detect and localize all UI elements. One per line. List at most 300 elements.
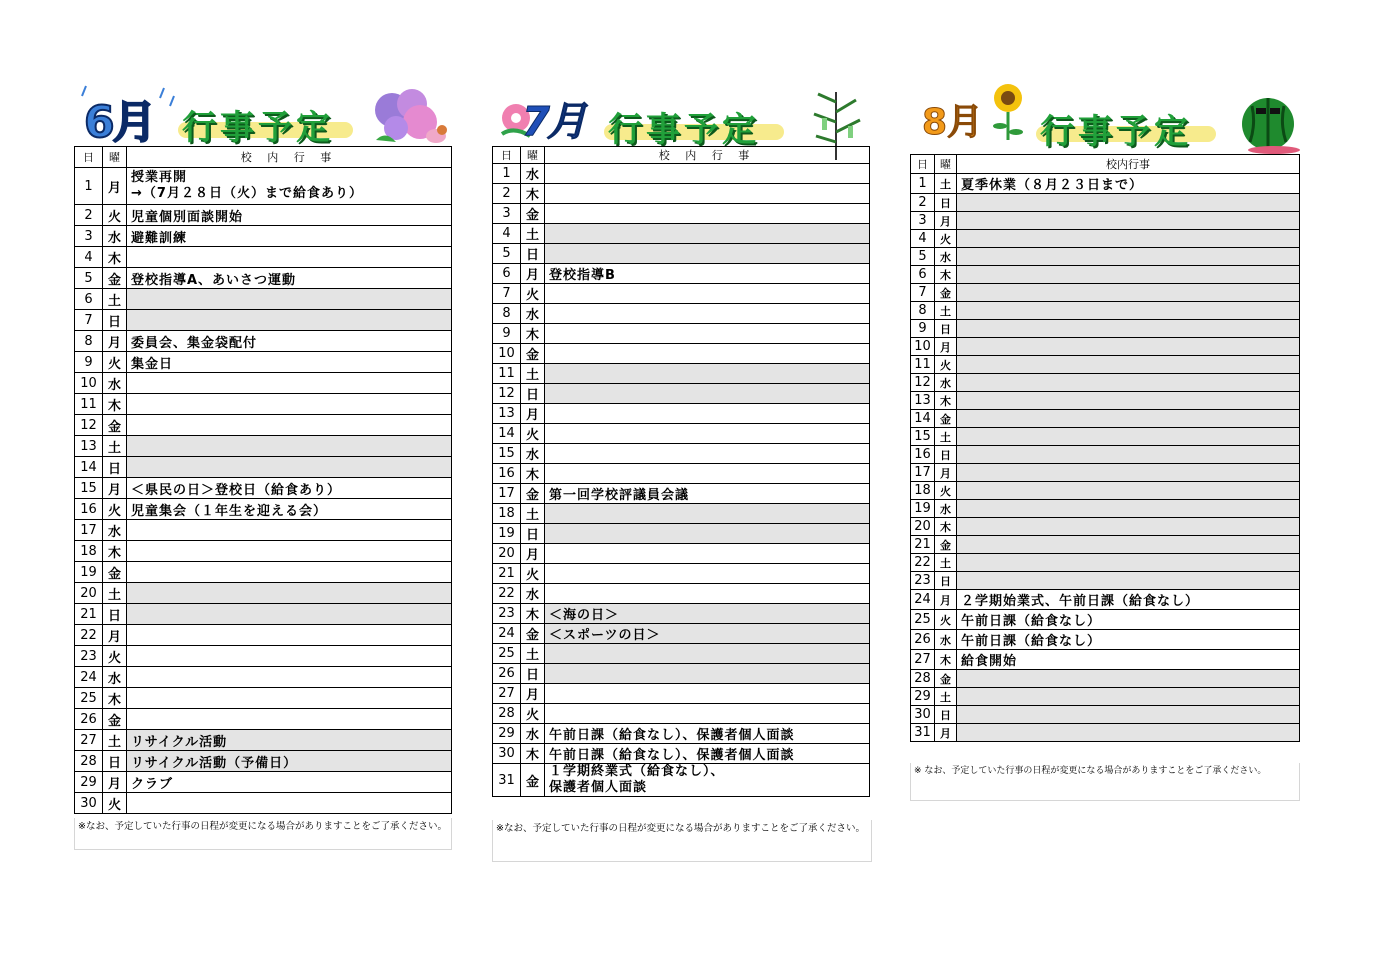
weekday-cell: 水 — [521, 304, 545, 324]
weekday-cell: 金 — [935, 410, 957, 428]
weekday-cell: 土 — [935, 428, 957, 446]
event-cell — [545, 224, 870, 244]
table-row — [493, 664, 870, 684]
day-cell: 8 — [493, 304, 521, 324]
day-cell: 7 — [493, 284, 521, 304]
event-cell — [545, 184, 870, 204]
day-cell: 9 — [911, 320, 935, 338]
event-line: 授業再開 — [131, 170, 188, 185]
table-row — [911, 410, 1300, 428]
weekday-cell: 日 — [935, 320, 957, 338]
event-cell — [127, 562, 452, 583]
day-cell: 11 — [493, 364, 521, 384]
event-cell: 児童集会（１年生を迎える会） — [127, 499, 452, 520]
day-cell: 21 — [911, 536, 935, 554]
table-row — [493, 284, 870, 304]
weekday-cell: 土 — [103, 583, 127, 604]
weekday-cell: 日 — [103, 751, 127, 772]
event-cell: 午前日課（給食なし）、保護者個人面談 — [545, 724, 870, 744]
weekday-cell: 日 — [935, 194, 957, 212]
day-cell: 30 — [911, 706, 935, 724]
event-cell — [127, 436, 452, 457]
weekday-cell: 金 — [935, 536, 957, 554]
day-cell: 26 — [75, 709, 103, 730]
weekday-cell: 水 — [103, 373, 127, 394]
weekday-cell: 月 — [103, 168, 127, 205]
event-cell — [545, 704, 870, 724]
event-cell: ２学期始業式、午前日課（給食なし） — [957, 590, 1300, 610]
july-header-row — [493, 147, 870, 164]
august-note: ※ なお、予定していた行事の日程が変更になる場合がありますことをご了承ください。 — [910, 763, 1300, 801]
day-cell: 30 — [493, 744, 521, 764]
table-row — [75, 793, 452, 814]
table-row — [493, 744, 870, 764]
table-row — [75, 688, 452, 709]
weekday-cell: 日 — [521, 524, 545, 544]
weekday-cell: 日 — [103, 604, 127, 625]
day-cell: 21 — [493, 564, 521, 584]
weekday-cell: 火 — [103, 205, 127, 226]
august-title: 行事予定 — [1040, 112, 1192, 152]
table-row — [493, 424, 870, 444]
july-month-label: 7月 — [522, 99, 584, 145]
table-row — [911, 630, 1300, 650]
weekday-cell: 土 — [521, 504, 545, 524]
weekday-cell: 木 — [935, 518, 957, 536]
table-row — [911, 518, 1300, 536]
table-row — [75, 168, 452, 205]
table-row — [493, 644, 870, 664]
weekday-cell: 水 — [935, 248, 957, 266]
day-cell: 29 — [493, 724, 521, 744]
event-cell — [957, 248, 1300, 266]
day-cell: 4 — [911, 230, 935, 248]
table-row — [75, 205, 452, 226]
event-cell: 登校指導B — [545, 264, 870, 284]
weekday-cell: 月 — [521, 404, 545, 424]
august-month-label: 8月 — [922, 102, 984, 143]
table-row — [911, 302, 1300, 320]
day-cell: 14 — [493, 424, 521, 444]
weekday-cell: 木 — [521, 324, 545, 344]
event-cell — [957, 410, 1300, 428]
table-row — [911, 230, 1300, 248]
day-cell: 15 — [911, 428, 935, 446]
weekday-cell: 日 — [103, 310, 127, 331]
event-cell — [545, 444, 870, 464]
table-row — [911, 338, 1300, 356]
weekday-cell: 水 — [521, 584, 545, 604]
event-cell — [957, 266, 1300, 284]
table-row — [493, 264, 870, 284]
day-cell: 27 — [493, 684, 521, 704]
day-cell: 2 — [493, 184, 521, 204]
weekday-cell: 月 — [935, 212, 957, 230]
day-cell: 23 — [493, 604, 521, 624]
event-cell — [957, 572, 1300, 590]
weekday-cell: 月 — [103, 772, 127, 793]
weekday-col-header: 曜 — [935, 155, 957, 174]
weekday-cell: 火 — [521, 704, 545, 724]
weekday-cell: 木 — [103, 541, 127, 562]
table-row — [911, 554, 1300, 572]
weekday-cell: 土 — [103, 730, 127, 751]
weekday-cell: 火 — [521, 284, 545, 304]
event-cell — [127, 646, 452, 667]
day-cell: 2 — [75, 205, 103, 226]
table-row — [493, 204, 870, 224]
events-col-header: 校 内 行 事 — [545, 147, 870, 164]
day-cell: 23 — [75, 646, 103, 667]
event-cell: 第一回学校評議員会議 — [545, 484, 870, 504]
event-cell — [127, 541, 452, 562]
table-row — [493, 384, 870, 404]
event-cell: リサイクル活動 — [127, 730, 452, 751]
weekday-cell: 水 — [103, 226, 127, 247]
weekday-cell: 月 — [103, 625, 127, 646]
event-cell — [545, 684, 870, 704]
table-row — [75, 394, 452, 415]
day-col-header: 日 — [493, 147, 521, 164]
weekday-cell: 木 — [935, 392, 957, 410]
day-cell: 1 — [75, 168, 103, 205]
table-row — [493, 344, 870, 364]
event-cell — [127, 583, 452, 604]
day-cell: 4 — [75, 247, 103, 268]
event-line: →（7月２８日（火）まで給食あり） — [131, 186, 363, 201]
table-row — [493, 524, 870, 544]
event-cell — [957, 706, 1300, 724]
table-row — [911, 482, 1300, 500]
weekday-cell: 金 — [521, 204, 545, 224]
table-row — [75, 520, 452, 541]
day-cell: 5 — [75, 268, 103, 289]
table-row — [493, 624, 870, 644]
weekday-cell: 火 — [935, 610, 957, 630]
weekday-cell: 土 — [103, 436, 127, 457]
table-row — [911, 500, 1300, 518]
table-row — [493, 704, 870, 724]
table-row — [911, 572, 1300, 590]
day-cell: 25 — [911, 610, 935, 630]
day-cell: 31 — [493, 764, 521, 797]
weekday-cell: 土 — [521, 224, 545, 244]
weekday-cell: 日 — [935, 572, 957, 590]
rain-icon — [74, 82, 184, 112]
table-row — [75, 541, 452, 562]
weekday-cell: 水 — [521, 444, 545, 464]
event-cell — [127, 604, 452, 625]
august-header-row — [911, 155, 1300, 174]
table-row — [493, 564, 870, 584]
weekday-cell: 月 — [521, 544, 545, 564]
table-row — [493, 364, 870, 384]
day-cell: 28 — [493, 704, 521, 724]
table-row — [75, 625, 452, 646]
event-cell — [957, 356, 1300, 374]
table-row — [911, 392, 1300, 410]
event-cell — [127, 168, 452, 205]
weekday-cell: 金 — [103, 268, 127, 289]
day-cell: 3 — [911, 212, 935, 230]
day-cell: 8 — [75, 331, 103, 352]
table-row — [75, 730, 452, 751]
weekday-cell: 水 — [521, 164, 545, 184]
weekday-cell: 日 — [935, 706, 957, 724]
day-cell: 6 — [493, 264, 521, 284]
event-cell — [127, 520, 452, 541]
event-cell — [545, 564, 870, 584]
table-row — [75, 331, 452, 352]
day-cell: 13 — [75, 436, 103, 457]
weekday-cell: 水 — [103, 520, 127, 541]
weekday-cell: 金 — [521, 484, 545, 504]
table-row — [911, 670, 1300, 688]
weekday-cell: 木 — [521, 604, 545, 624]
day-cell: 3 — [493, 204, 521, 224]
event-cell — [127, 625, 452, 646]
table-row — [493, 544, 870, 564]
day-cell: 18 — [493, 504, 521, 524]
day-cell: 13 — [911, 392, 935, 410]
table-row — [75, 499, 452, 520]
event-cell — [957, 338, 1300, 356]
day-cell: 7 — [911, 284, 935, 302]
event-cell: ＜海の日＞ — [545, 604, 870, 624]
day-cell: 10 — [911, 338, 935, 356]
table-row — [911, 610, 1300, 630]
table-row — [493, 404, 870, 424]
table-row — [911, 374, 1300, 392]
table-row — [911, 212, 1300, 230]
event-cell — [545, 584, 870, 604]
july-title: 行事予定 — [608, 110, 760, 150]
event-cell: 避難訓練 — [127, 226, 452, 247]
event-cell — [545, 324, 870, 344]
day-cell: 16 — [75, 499, 103, 520]
table-row — [75, 667, 452, 688]
event-cell — [957, 500, 1300, 518]
weekday-cell: 日 — [103, 457, 127, 478]
day-cell: 12 — [75, 415, 103, 436]
event-cell — [545, 284, 870, 304]
table-row — [75, 310, 452, 331]
table-row — [75, 562, 452, 583]
day-cell: 1 — [493, 164, 521, 184]
day-cell: 26 — [911, 630, 935, 650]
weekday-cell: 木 — [935, 266, 957, 284]
day-cell: 3 — [75, 226, 103, 247]
weekday-cell: 火 — [521, 424, 545, 444]
day-cell: 12 — [493, 384, 521, 404]
july-note: ※なお、予定していた行事の日程が変更になる場合がありますことをご了承ください。 — [492, 820, 872, 862]
table-row — [493, 684, 870, 704]
event-cell — [127, 394, 452, 415]
weekday-cell: 火 — [103, 793, 127, 814]
day-cell: 24 — [493, 624, 521, 644]
weekday-cell: 土 — [935, 302, 957, 320]
event-cell: 給食開始 — [957, 650, 1300, 670]
event-cell — [545, 424, 870, 444]
day-cell: 10 — [493, 344, 521, 364]
watermelon-icon — [1238, 94, 1302, 154]
table-row — [911, 688, 1300, 706]
table-row — [911, 650, 1300, 670]
day-cell: 10 — [75, 373, 103, 394]
table-row — [75, 457, 452, 478]
weekday-cell: 火 — [935, 356, 957, 374]
weekday-cell: 金 — [103, 709, 127, 730]
day-cell: 22 — [493, 584, 521, 604]
weekday-cell: 金 — [521, 624, 545, 644]
event-cell — [127, 667, 452, 688]
table-row — [75, 226, 452, 247]
day-cell: 5 — [911, 248, 935, 266]
table-row — [911, 174, 1300, 194]
day-cell: 29 — [911, 688, 935, 706]
june-panel — [74, 82, 454, 862]
table-row — [75, 751, 452, 772]
event-cell — [957, 670, 1300, 688]
event-cell — [957, 284, 1300, 302]
event-cell — [545, 524, 870, 544]
day-cell: 25 — [493, 644, 521, 664]
weekday-cell: 木 — [103, 394, 127, 415]
table-row — [911, 320, 1300, 338]
table-row — [911, 464, 1300, 482]
day-cell: 20 — [911, 518, 935, 536]
event-cell — [545, 304, 870, 324]
day-cell: 28 — [75, 751, 103, 772]
weekday-cell: 金 — [935, 670, 957, 688]
table-row — [493, 184, 870, 204]
table-row — [493, 464, 870, 484]
weekday-cell: 日 — [521, 664, 545, 684]
day-cell: 15 — [493, 444, 521, 464]
day-cell: 14 — [75, 457, 103, 478]
day-col-header: 日 — [75, 147, 103, 168]
table-row — [911, 706, 1300, 724]
weekday-cell: 水 — [935, 500, 957, 518]
table-row — [493, 584, 870, 604]
table-row — [75, 415, 452, 436]
june-note: ※なお、予定していた行事の日程が変更になる場合がありますことをご了承ください。 — [74, 818, 452, 850]
table-row — [493, 224, 870, 244]
table-row — [911, 284, 1300, 302]
event-cell — [127, 709, 452, 730]
day-cell: 9 — [75, 352, 103, 373]
day-cell: 26 — [493, 664, 521, 684]
table-row — [75, 709, 452, 730]
event-cell: 集金日 — [127, 352, 452, 373]
day-cell: 24 — [75, 667, 103, 688]
august-header — [910, 82, 1302, 152]
table-row — [911, 536, 1300, 554]
table-row — [911, 194, 1300, 212]
weekday-cell: 土 — [935, 174, 957, 194]
table-row — [911, 248, 1300, 266]
table-row — [493, 164, 870, 184]
event-cell: 児童個別面談開始 — [127, 205, 452, 226]
june-title: 行事予定 — [182, 108, 334, 148]
event-cell — [127, 373, 452, 394]
event-cell — [957, 446, 1300, 464]
day-cell: 20 — [75, 583, 103, 604]
event-cell — [545, 364, 870, 384]
june-table — [74, 146, 452, 814]
day-cell: 17 — [911, 464, 935, 482]
event-cell — [127, 457, 452, 478]
weekday-cell: 木 — [521, 464, 545, 484]
day-cell: 11 — [911, 356, 935, 374]
weekday-cell: 月 — [935, 724, 957, 742]
weekday-cell: 水 — [935, 374, 957, 392]
table-row — [911, 428, 1300, 446]
day-cell: 12 — [911, 374, 935, 392]
event-cell — [957, 428, 1300, 446]
table-row — [911, 356, 1300, 374]
table-row — [75, 436, 452, 457]
table-row — [493, 304, 870, 324]
event-cell — [127, 793, 452, 814]
event-cell — [545, 204, 870, 224]
event-cell: 午前日課（給食なし） — [957, 630, 1300, 650]
event-cell — [957, 320, 1300, 338]
day-cell: 17 — [493, 484, 521, 504]
event-cell — [957, 392, 1300, 410]
table-row — [911, 446, 1300, 464]
weekday-cell: 日 — [521, 244, 545, 264]
hydrangea-icon — [366, 84, 450, 146]
table-row — [75, 289, 452, 310]
day-cell: 16 — [493, 464, 521, 484]
weekday-cell: 月 — [935, 338, 957, 356]
weekday-cell: 金 — [103, 562, 127, 583]
event-cell: リサイクル活動（予備日） — [127, 751, 452, 772]
day-cell: 16 — [911, 446, 935, 464]
july-table — [492, 146, 870, 797]
day-cell: 8 — [911, 302, 935, 320]
event-cell — [957, 554, 1300, 572]
weekday-cell: 土 — [935, 688, 957, 706]
weekday-cell: 金 — [103, 415, 127, 436]
event-cell — [545, 384, 870, 404]
day-cell: 25 — [75, 688, 103, 709]
event-cell: クラブ — [127, 772, 452, 793]
july-header — [492, 82, 872, 152]
day-cell: 22 — [911, 554, 935, 572]
day-cell: 11 — [75, 394, 103, 415]
day-cell: 13 — [493, 404, 521, 424]
event-cell — [957, 482, 1300, 500]
day-cell: 24 — [911, 590, 935, 610]
weekday-cell: 火 — [521, 564, 545, 584]
day-cell: 31 — [911, 724, 935, 742]
day-cell: 19 — [493, 524, 521, 544]
weekday-cell: 火 — [935, 482, 957, 500]
weekday-cell: 水 — [935, 630, 957, 650]
table-row — [75, 373, 452, 394]
weekday-cell: 金 — [935, 284, 957, 302]
weekday-cell: 木 — [521, 184, 545, 204]
event-cell — [545, 504, 870, 524]
day-cell: 30 — [75, 793, 103, 814]
event-cell — [545, 664, 870, 684]
august-table — [910, 154, 1300, 742]
june-month-label: 6月 — [84, 97, 155, 148]
weekday-cell: 月 — [103, 331, 127, 352]
table-row — [493, 324, 870, 344]
